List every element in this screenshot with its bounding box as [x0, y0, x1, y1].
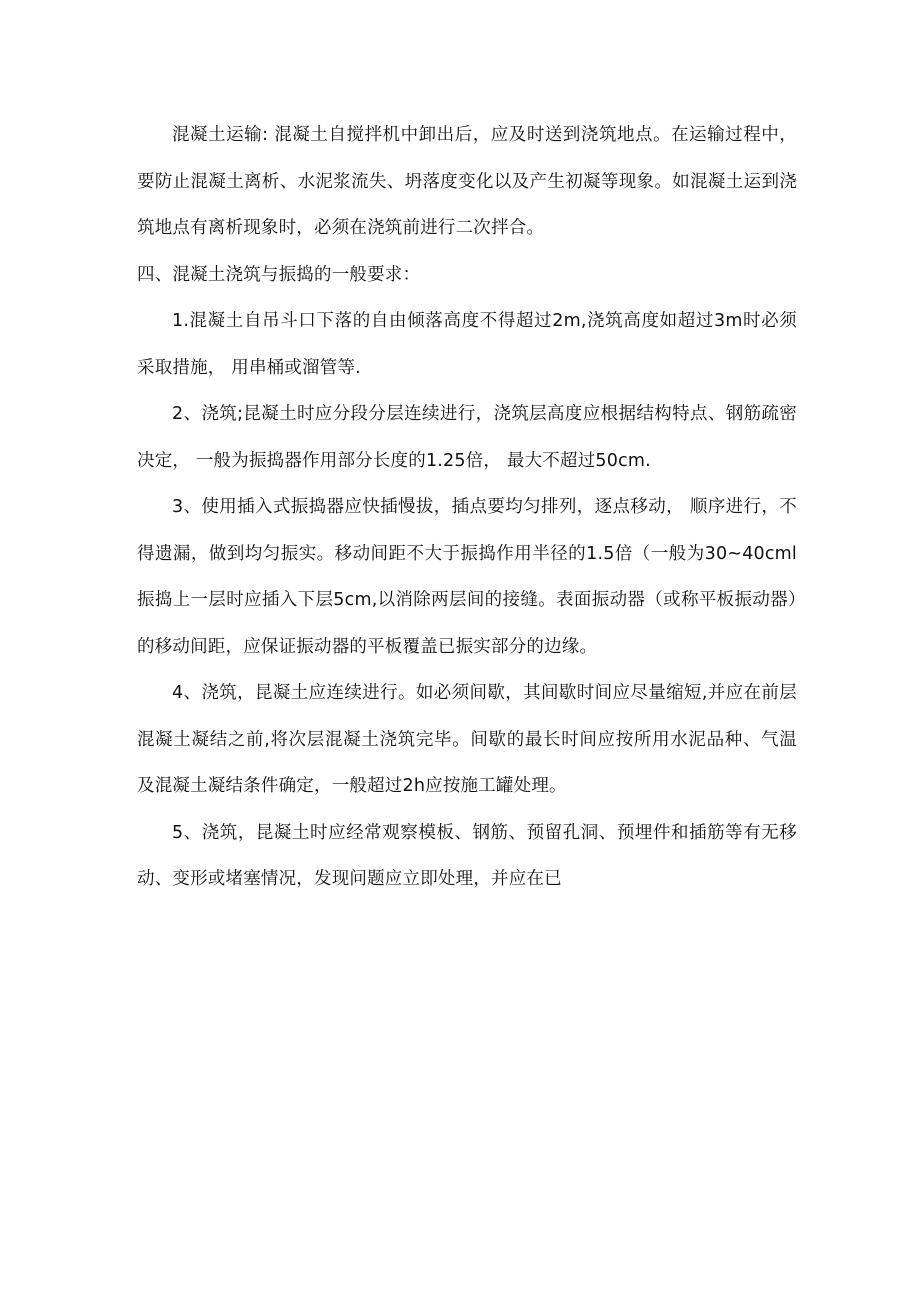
paragraph-concrete-transport: 混凝土运输: 混凝土自搅拌机中卸出后，应及时送到浇筑地点。在运输过程中，要防止混凝土离析、水泥浆流失、坍落度变化以及产生初凝等现象。如混凝土运到浇筑地点有离析现象时，必须在浇筑前进行二次拌合。	[137, 125, 797, 238]
paragraph-item-4: 4、浇筑，昆凝土应连续进行。如必须间歇，其间歇时间应尽量缩短,并应在前层混凝土凝结之前,将次层混凝土浇筑完毕。间歇的最长时间应按所用水泥品种、气温及混凝土凝结条件确定，一般超过2h应按施工罐处理。	[137, 683, 797, 796]
document-body	[137, 112, 797, 903]
paragraph-item-3: 3、使用插入式振捣器应快插慢拔，插点要均匀排列，逐点移动， 顺序进行，不得遗漏，做到均匀振实。移动间距不大于振捣作用半径的1.5倍（一般为30~40cml振捣上一层时应插入下层5cm,以消除两层间的接缝。表面振动器（或称平板振动器）的移动间距，应保证振动器的平板覆盖已振实部分的边缘。	[137, 497, 797, 657]
paragraph-item-1: 1.混凝土自吊斗口下落的自由倾落高度不得超过2m,浇筑高度如超过3m时必须采取措施， 用串桶或溜管等.	[137, 311, 797, 378]
section-heading-pouring-requirements: 四、混凝土浇筑与振捣的一般要求：	[137, 264, 421, 285]
paragraph-item-5: 5、浇筑，昆凝土时应经常观察模板、钢筋、预留孔洞、预埋件和插筋等有无移动、变形或堵塞情况，发现问题应立即处理，并应在已	[137, 822, 797, 889]
paragraph-item-2: 2、浇筑;昆凝土时应分段分层连续进行，浇筑层高度应根据结构特点、钢筋疏密决定， 一般为振捣器作用部分长度的1.25倍， 最大不超过50cm.	[137, 404, 797, 471]
